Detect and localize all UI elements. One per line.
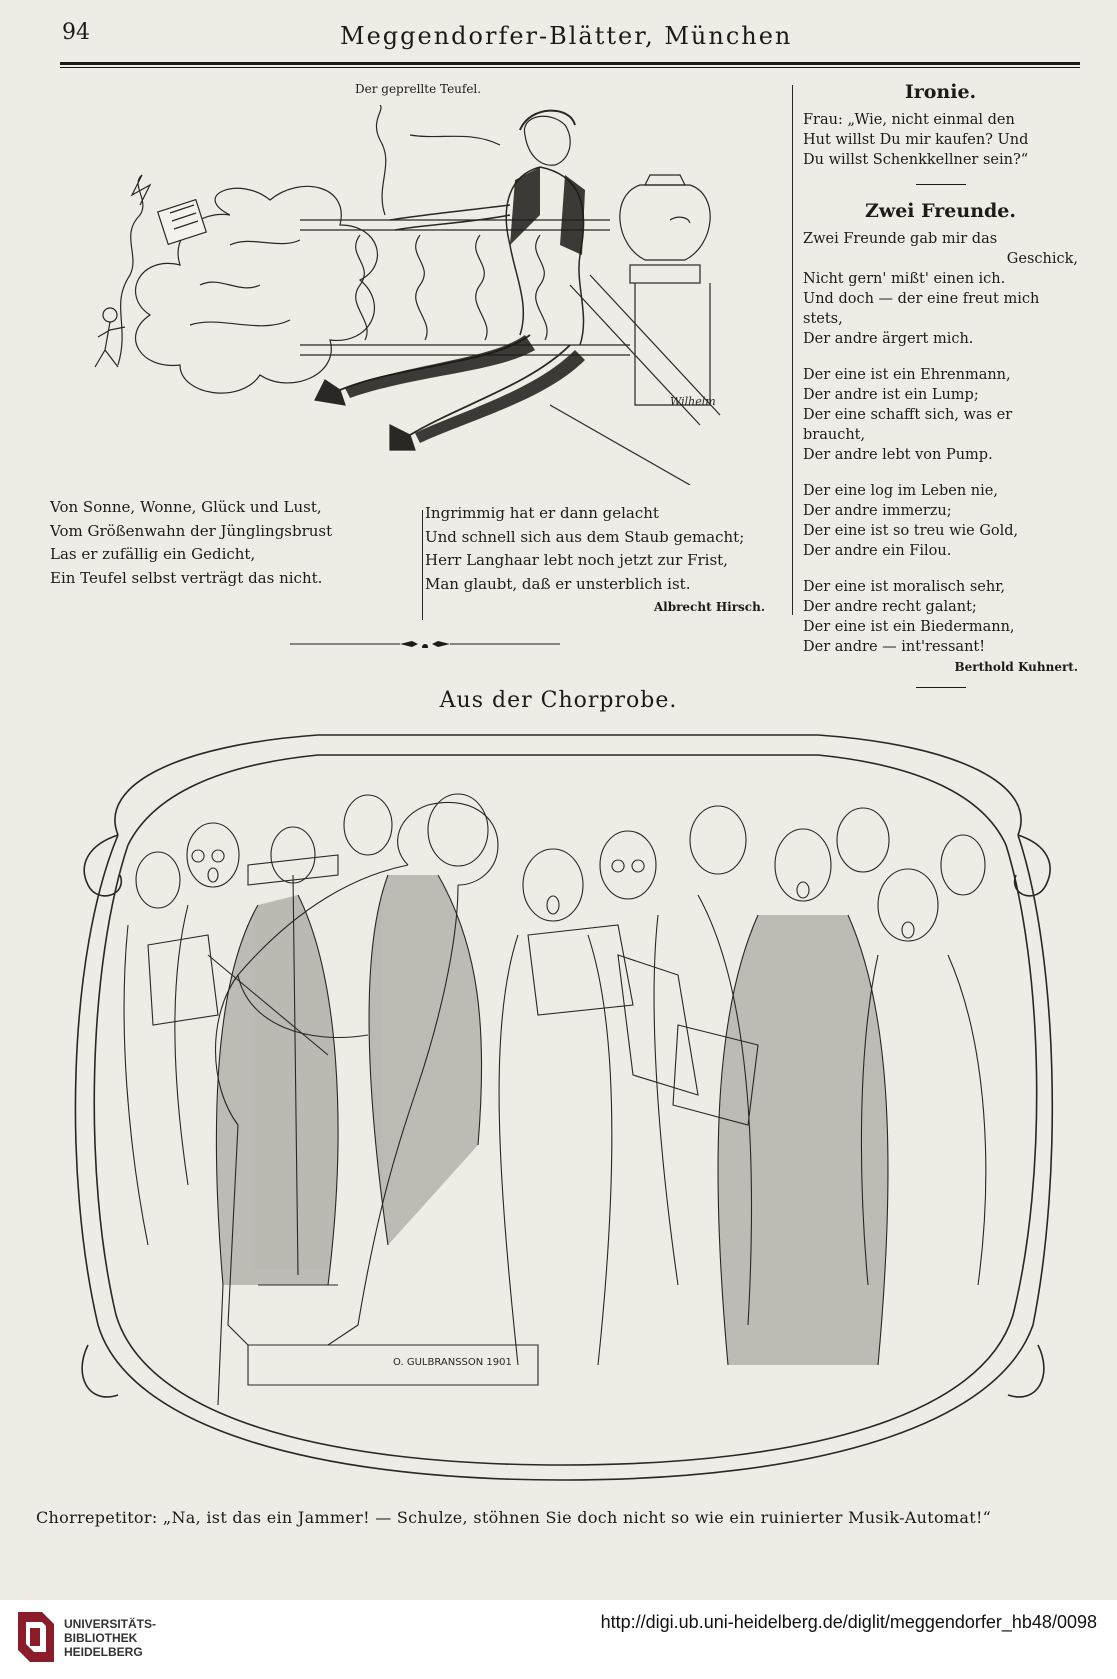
poem-line: Der eine schafft sich, was er braucht,	[803, 407, 1013, 443]
devil-illustration	[70, 105, 770, 485]
library-name-line: BIBLIOTHEK	[64, 1631, 138, 1645]
poem-stanza	[803, 365, 1078, 465]
poem-line: Der andre immerzu;	[803, 503, 952, 519]
poem-line: Geschick,	[1006, 251, 1078, 267]
header-rule-thin	[60, 67, 1080, 68]
poem-line: Der eine ist moralisch sehr,	[803, 579, 1006, 595]
library-name-line: UNIVERSITÄTS-	[64, 1617, 157, 1631]
poem-line: Zwei Freunde gab mir das	[803, 231, 998, 247]
right-column	[803, 82, 1078, 704]
poem-line: Der andre ein Filou.	[803, 543, 952, 559]
section-rule	[916, 184, 966, 185]
chorus-caption: Chorrepetitor: „Na, ist das ein Jammer! — Schulze, stöhnen Sie doch nicht so wie ein ruinierter Musik-Automat!“	[36, 1508, 992, 1527]
poem-line: Der eine ist ein Biedermann,	[803, 619, 1015, 635]
poem-line: Ingrimmig hat er dann gelacht	[425, 504, 659, 522]
poem-stanza	[803, 229, 1078, 349]
poem-line: Der andre recht galant;	[803, 599, 977, 615]
illustration-caption: Der geprellte Teufel.	[355, 82, 482, 96]
poem-stanza	[803, 577, 1078, 657]
poem-middle	[425, 502, 765, 620]
poem-line: Ein Teufel selbst verträgt das nicht.	[50, 568, 323, 587]
poem-line: Der andre ist ein Lump;	[803, 387, 979, 403]
poem-left	[50, 496, 420, 590]
poem-line: Und schnell sich aus dem Staub gemacht;	[425, 527, 745, 546]
poem-line: Nicht gern' mißt' einen ich.	[803, 271, 1006, 287]
poem-line: Der andre ärgert mich.	[803, 331, 974, 347]
poem-line: Vom Größenwahn der Jünglingsbrust	[50, 521, 333, 540]
ornament-divider	[290, 640, 560, 648]
library-name	[64, 1617, 156, 1659]
poem-line: Der eine ist so treu wie Gold,	[803, 523, 1019, 539]
poem-divider	[422, 510, 423, 620]
poem-author: Albrecht Hirsch.	[653, 600, 765, 614]
library-name-line: HEIDELBERG	[64, 1645, 143, 1659]
ironie-title: Ironie.	[904, 81, 977, 103]
zwei-freunde-title: Zwei Freunde.	[864, 200, 1017, 222]
ironie-line: Hut willst Du mir kaufen? Und	[803, 132, 1029, 148]
library-logo-icon	[14, 1608, 58, 1666]
poem-line: Der eine ist ein Ehrenmann,	[803, 367, 1011, 383]
poem-line: Der andre lebt von Pump.	[803, 447, 993, 463]
poem-line: Herr Langhaar lebt noch jetzt zur Frist,	[425, 551, 728, 569]
ironie-line: Du willst Schenkkellner sein?“	[803, 152, 1029, 168]
poem-stanza	[803, 481, 1078, 561]
header-rule	[60, 62, 1080, 65]
poem-author: Berthold Kuhnert.	[954, 660, 1078, 674]
chorus-title: Aus der Chorprobe.	[439, 688, 678, 713]
running-title: Meggendorfer-Blätter, München	[340, 22, 793, 50]
poem-line: Von Sonne, Wonne, Glück und Lust,	[50, 498, 322, 516]
column-divider	[792, 85, 793, 615]
poem-line: Der eine log im Leben nie,	[803, 483, 998, 499]
poem-line: Man glaubt, daß er unsterblich ist.	[425, 574, 691, 593]
poem-line: Las er zufällig ein Gedicht,	[50, 545, 256, 563]
illustration-signature: Wilhelm	[670, 395, 716, 408]
poem-line: Der andre — int'ressant!	[803, 639, 986, 655]
ironie-line: Frau: „Wie, nicht einmal den	[803, 112, 1015, 128]
source-url-link[interactable]: http://digi.ub.uni-heidelberg.de/diglit/meggendorfer_hb48/0098	[600, 1612, 1097, 1632]
chorus-signature: O. GULBRANSSON 1901	[393, 1357, 512, 1368]
page-number: 94	[62, 20, 90, 45]
choir-illustration	[58, 725, 1068, 1490]
poem-line: Und doch — der eine freut mich stets,	[803, 291, 1040, 327]
